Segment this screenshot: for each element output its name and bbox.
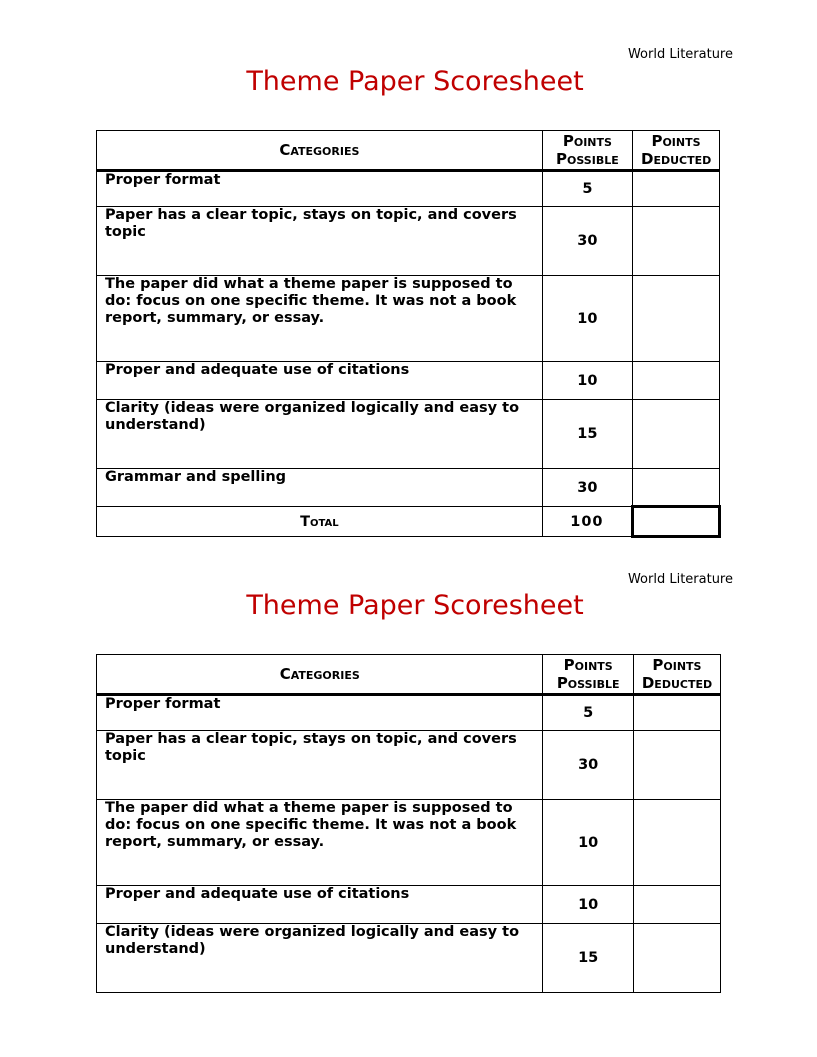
total-row xyxy=(97,507,720,537)
points-deducted-cell[interactable] xyxy=(633,731,720,800)
table-row xyxy=(97,924,721,993)
points-deducted-cell[interactable] xyxy=(633,400,720,469)
header-points-possible: Points Possible xyxy=(542,131,632,171)
category-cell: Clarity (ideas were organized logically and easy to understand) xyxy=(97,400,543,469)
points-possible-cell: 15 xyxy=(543,924,633,993)
table-row xyxy=(97,400,720,469)
points-deducted-cell[interactable] xyxy=(633,695,720,731)
table-row xyxy=(97,362,720,400)
points-deducted-cell[interactable] xyxy=(633,924,720,993)
points-possible-cell: 10 xyxy=(542,362,632,400)
course-label: World Literature xyxy=(627,47,733,62)
points-deducted-cell[interactable] xyxy=(633,469,720,507)
table-row xyxy=(97,731,721,800)
points-possible-cell: 15 xyxy=(542,400,632,469)
points-possible-cell: 10 xyxy=(543,886,633,924)
category-cell: Proper and adequate use of citations xyxy=(97,362,543,400)
course-label: World Literature xyxy=(627,572,733,587)
category-cell: Paper has a clear topic, stays on topic, and covers topic xyxy=(97,207,543,276)
points-deducted-cell[interactable] xyxy=(633,171,720,207)
points-possible-cell: 10 xyxy=(543,800,633,886)
table-row xyxy=(97,886,721,924)
score-table xyxy=(96,130,721,538)
header-points-deducted: Points Deducted xyxy=(633,131,720,171)
category-cell: The paper did what a theme paper is supposed to do: focus on one specific theme. It was not a book report, summary, or essay. xyxy=(97,276,543,362)
total-points-possible: 100 xyxy=(542,507,632,537)
sheet-title: Theme Paper Scoresheet xyxy=(246,590,584,621)
sheet-title: Theme Paper Scoresheet xyxy=(246,66,584,97)
points-deducted-cell[interactable] xyxy=(633,362,720,400)
points-deducted-cell[interactable] xyxy=(633,207,720,276)
category-cell: Proper format xyxy=(97,695,543,731)
header-points-deducted: Points Deducted xyxy=(633,655,720,695)
table-row xyxy=(97,469,720,507)
points-possible-cell: 5 xyxy=(542,171,632,207)
points-deducted-cell[interactable] xyxy=(633,886,720,924)
table-row xyxy=(97,207,720,276)
points-deducted-cell[interactable] xyxy=(633,800,720,886)
category-cell: Proper and adequate use of citations xyxy=(97,886,543,924)
table-row xyxy=(97,695,721,731)
points-possible-cell: 5 xyxy=(543,695,633,731)
points-possible-cell: 30 xyxy=(543,731,633,800)
total-points-deducted-cell[interactable] xyxy=(633,507,720,537)
score-table xyxy=(96,654,721,993)
category-cell: Paper has a clear topic, stays on topic, and covers topic xyxy=(97,731,543,800)
table-row xyxy=(97,800,721,886)
points-possible-cell: 30 xyxy=(542,207,632,276)
table-row xyxy=(97,276,720,362)
category-cell: The paper did what a theme paper is supposed to do: focus on one specific theme. It was not a book report, summary, or essay. xyxy=(97,800,543,886)
points-possible-cell: 10 xyxy=(542,276,632,362)
points-deducted-cell[interactable] xyxy=(633,276,720,362)
category-cell: Clarity (ideas were organized logically and easy to understand) xyxy=(97,924,543,993)
points-possible-cell: 30 xyxy=(542,469,632,507)
total-label: Total xyxy=(97,507,543,537)
header-points-possible: Points Possible xyxy=(543,655,633,695)
category-cell: Grammar and spelling xyxy=(97,469,543,507)
category-cell: Proper format xyxy=(97,171,543,207)
table-row xyxy=(97,171,720,207)
header-categories: Categories xyxy=(97,655,543,695)
header-categories: Categories xyxy=(97,131,543,171)
